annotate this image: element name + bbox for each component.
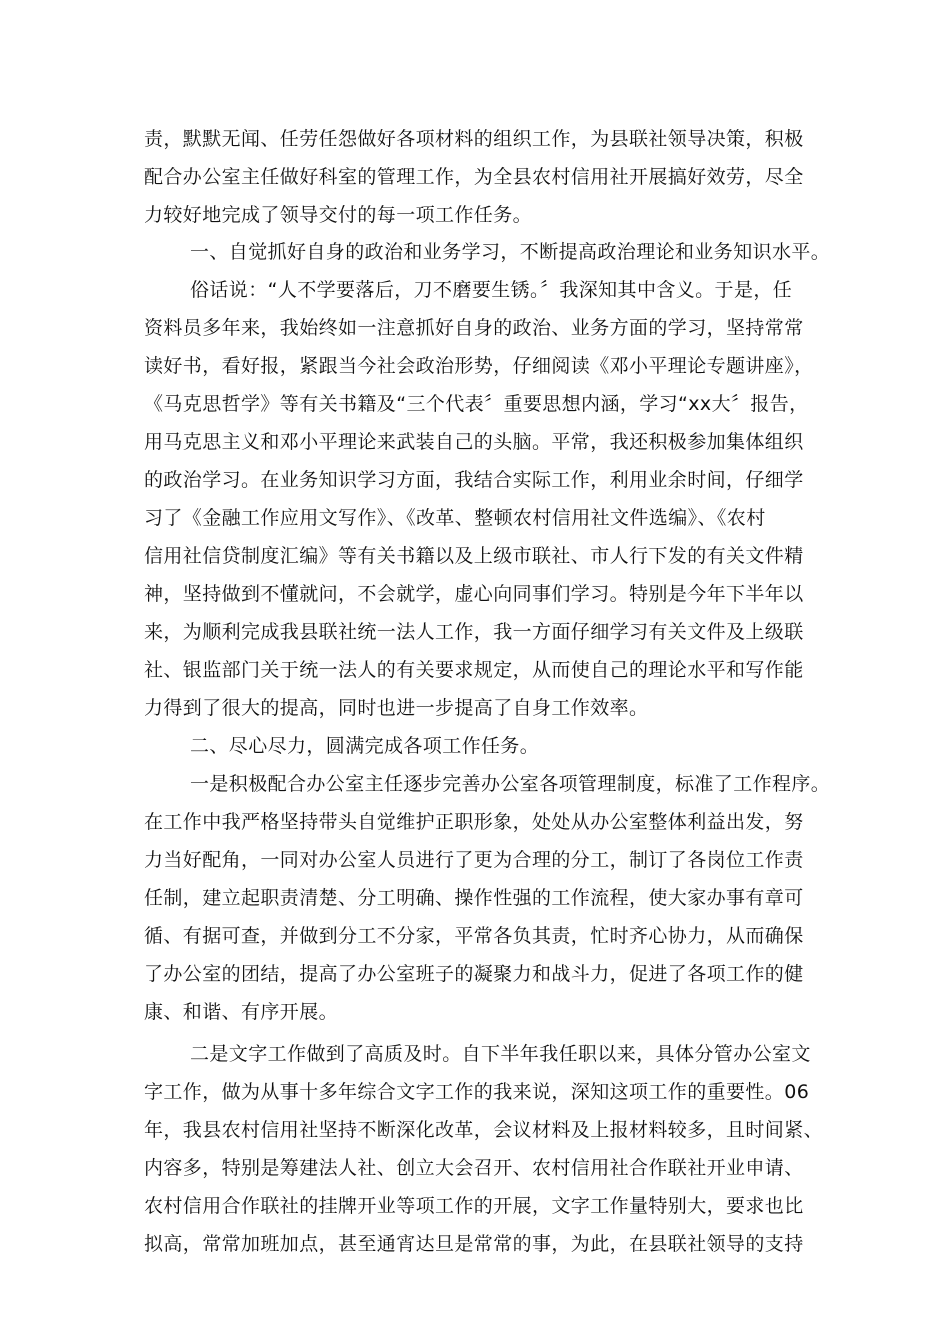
- text-line: 用马克思主义和邓小平理论来武装自己的头脑。平常，我还积极参加集体组织: [144, 431, 804, 453]
- text-line: 俗话说：“人不学要落后，刀不磨要生锈。〞我深知其中含义。于是，任: [190, 279, 793, 301]
- text-line: 一是积极配合办公室主任逐步完善办公室各项管理制度，标准了工作程序。: [190, 773, 831, 795]
- text-line: 力较好地完成了领导交付的每一项工作任务。: [144, 204, 533, 226]
- text-line: 习了《金融工作应用文写作》、《改革、整顿农村信用社文件选编》、《农村: [144, 507, 766, 529]
- text-line: 资料员多年来，我始终如一注意抓好自身的政治、业务方面的学习，坚持常常: [144, 317, 804, 339]
- text-line: 在工作中我严格坚持带头自觉维护正职形象，处处从办公室整体利益出发，努: [144, 811, 804, 833]
- text-line: 康、和谐、有序开展。: [144, 1001, 339, 1023]
- text-line: 二是文字工作做到了高质及时。自下半年我任职以来，具体分管办公室文: [190, 1043, 811, 1065]
- text-line: 社、银监部门关于统一法人的有关要求规定，从而使自己的理论水平和写作能: [144, 659, 804, 681]
- text-line: 力当好配角，一同对办公室人员进行了更为合理的分工，制订了各岗位工作责: [144, 849, 804, 871]
- text-line: 神，坚持做到不懂就问，不会就学，虚心向同事们学习。特别是今年下半年以: [144, 583, 804, 605]
- text-line: 循、有据可查，并做到分工不分家，平常各负其责，忙时齐心协力，从而确保: [144, 925, 804, 947]
- text-line: 字工作，做为从事十多年综合文字工作的我来说，深知这项工作的重要性。06: [144, 1081, 810, 1103]
- text-line: 农村信用合作联社的挂牌开业等项工作的开展，文字工作量特别大，要求也比: [144, 1195, 804, 1217]
- text-line: 配合办公室主任做好科室的管理工作，为全县农村信用社开展搞好效劳，尽全: [144, 166, 804, 188]
- text-line: 的政治学习。在业务知识学习方面，我结合实际工作，利用业余时间，仔细学: [144, 469, 804, 491]
- text-line: 读好书，看好报，紧跟当今社会政治形势，仔细阅读《邓小平理论专题讲座》，: [144, 355, 814, 377]
- text-line: 任制，建立起职责清楚、分工明确、操作性强的工作流程，使大家办事有章可: [144, 887, 804, 909]
- text-line: 年，我县农村信用社坚持不断深化改革，会议材料及上报材料较多，且时间紧、: [144, 1119, 824, 1141]
- section-heading: 二、尽心尽力，圆满完成各项工作任务。: [190, 735, 540, 757]
- text-line: 信用社信贷制度汇编》等有关书籍以及上级市联社、市人行下发的有关文件精: [144, 545, 804, 567]
- text-line: 责，默默无闻、任劳任怨做好各项材料的组织工作，为县联社领导决策，积极: [144, 128, 804, 150]
- text-line: 力得到了很大的提高，同时也进一步提高了自身工作效率。: [144, 697, 649, 719]
- text-line: 来，为顺利完成我县联社统一法人工作，我一方面仔细学习有关文件及上级联: [144, 621, 804, 643]
- section-heading: 一、自觉抓好自身的政治和业务学习，不断提高政治理论和业务知识水平。: [190, 241, 831, 263]
- text-line: 《马克思哲学》等有关书籍及“三个代表〞重要思想内涵，学习“xx大〞报告，: [144, 393, 809, 415]
- text-line: 内容多，特别是筹建法人社、创立大会召开、农村信用社合作联社开业申请、: [144, 1157, 804, 1179]
- text-line: 拟高，常常加班加点，甚至通宵达旦是常常的事，为此，在县联社领导的支持: [144, 1233, 804, 1255]
- text-line: 了办公室的团结，提高了办公室班子的凝聚力和战斗力，促进了各项工作的健: [144, 963, 804, 985]
